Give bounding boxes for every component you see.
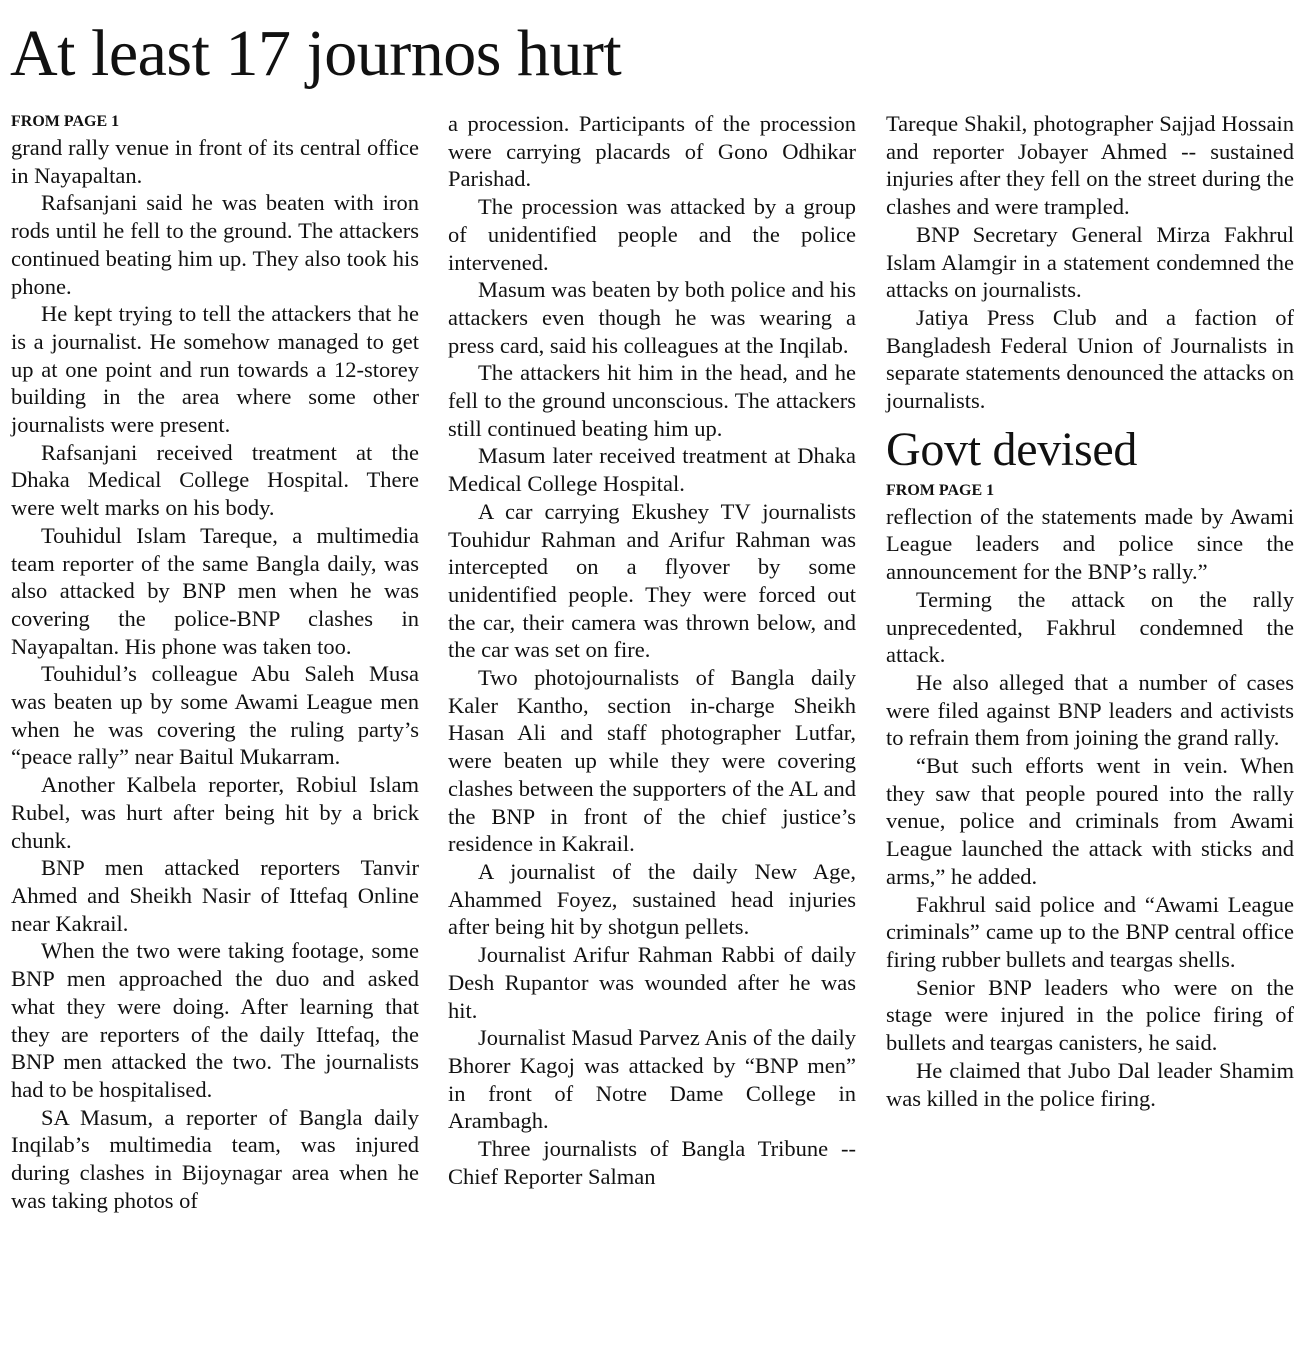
paragraph: Terming the attack on the rally unprecedented, Fakhrul condemned the attack.	[886, 586, 1294, 668]
paragraph: Masum later received treatment at Dhaka Medical College Hospital.	[448, 443, 856, 497]
paragraph: Three journalists of Bangla Tribune -- Chief Reporter Salman	[448, 1136, 856, 1189]
paragraph: Journalist Masud Parvez Anis of the daily Bhorer Kagoj was attacked by “BNP men” in front of Notre Dame College in Arambagh.	[448, 1025, 856, 1134]
paragraph: He also alleged that a number of cases were filed against BNP leaders and activists to refrain them from joining the grand rally.	[886, 669, 1294, 751]
jump-kicker: FROM PAGE 1	[11, 113, 120, 130]
paragraph: a procession. Participants of the procession were carrying placards of Gono Odhikar Parishad.	[448, 111, 856, 192]
paragraph: BNP Secretary General Mirza Fakhrul Islam Alamgir in a statement condemned the attacks on journalists.	[886, 221, 1294, 303]
paragraph: Fakhrul said police and “Awami League criminals” came up to the BNP central office firing rubber bullets and teargas shells.	[886, 891, 1294, 972]
paragraph: Another Kalbela reporter, Robiul Islam Rubel, was hurt after being hit by a brick chunk.	[11, 772, 419, 853]
paragraph: grand rally venue in front of its central office in Nayapaltan.	[11, 135, 419, 188]
paragraph: “But such efforts went in vein. When they saw that people poured into the rally venue, police and criminals from Awami League launched the attack with sticks and arms,” he added.	[886, 753, 1294, 889]
paragraph: Touhidul’s colleague Abu Saleh Musa was beaten up by some Awami League men when he was covering the ruling party’s “peace rally” near Baitul Mukarram.	[11, 661, 419, 770]
jump-kicker: FROM PAGE 1	[886, 481, 995, 499]
paragraph: When the two were taking footage, some BNP men approached the duo and asked what they were doing. After learning that they are reporters of the daily Ittefaq, the BNP men attacked the two. The journalists had to be hospitalised.	[11, 938, 419, 1102]
paragraph: SA Masum, a reporter of Bangla daily Inqilab’s multimedia team, was injured during clashes in Bijoynagar area when he was taking photos of	[11, 1104, 419, 1213]
paragraph: Masum was beaten by both police and his attackers even though he was wearing a press card, said his colleagues at the Inqilab.	[448, 277, 856, 358]
paragraph: He claimed that Jubo Dal leader Shamim was killed in the police firing.	[886, 1057, 1294, 1111]
paragraph: A journalist of the daily New Age, Ahammed Foyez, sustained head injuries after being hit by shotgun pellets.	[448, 858, 856, 940]
paragraph: BNP men attacked reporters Tanvir Ahmed and Sheikh Nasir of Ittefaq Online near Kakrail.	[11, 855, 419, 936]
paragraph: Rafsanjani said he was beaten with iron rods until he fell to the ground. The attackers continued beating him up. They also took his phone.	[11, 190, 419, 299]
column-2	[448, 110, 856, 1190]
column-3	[886, 110, 1294, 1112]
paragraph: reflection of the statements made by Awami League leaders and police since the announcement for the BNP’s rally.”	[886, 503, 1294, 585]
subheadline: Govt devised	[886, 422, 1138, 476]
paragraph: The procession was attacked by a group of unidentified people and the police intervened.	[448, 194, 856, 275]
paragraph: Jatiya Press Club and a faction of Bangladesh Federal Union of Journalists in separate statements denounced the attacks on journalists.	[886, 304, 1294, 414]
paragraph: Touhidul Islam Tareque, a multimedia team reporter of the same Bangla daily, was also attacked by BNP men when he was covering the police-BNP clashes in Nayapaltan. His phone was taken too.	[11, 522, 419, 659]
paragraph: A car carrying Ekushey TV journalists Touhidur Rahman and Arifur Rahman was intercepted on a flyover by some unidentified people. They were forced out the car, their camera was thrown below, and the car was set on fire.	[448, 498, 856, 663]
paragraph: Journalist Arifur Rahman Rabbi of daily Desh Rupantor was wounded after he was hit.	[448, 942, 856, 1023]
paragraph: Rafsanjani received treatment at the Dhaka Medical College Hospital. There were welt marks on his body.	[11, 439, 419, 521]
paragraph: Tareque Shakil, photographer Sajjad Hossain and reporter Jobayer Ahmed -- sustained injuries after they fell on the street during the clashes and were trampled.	[886, 111, 1294, 220]
paragraph: Senior BNP leaders who were on the stage were injured in the police firing of bullets and teargas canisters, he said.	[886, 974, 1294, 1056]
column-1	[11, 110, 419, 1214]
paragraph: He kept trying to tell the attackers that he is a journalist. He somehow managed to get up at one point and run towards a 12-storey building in the area where some other journalists were present.	[11, 301, 419, 438]
paragraph: The attackers hit him in the head, and he fell to the ground unconscious. The attackers still continued beating him up.	[448, 360, 856, 441]
paragraph: Two photojournalists of Bangla daily Kaler Kantho, section in-charge Sheikh Hasan Ali and staff photographer Lutfar, were beaten up while they were covering clashes between the supporters of the AL and the BNP in front of the chief justice’s residence in Kakrail.	[448, 665, 856, 857]
headline: At least 17 journos hurt	[10, 17, 622, 90]
